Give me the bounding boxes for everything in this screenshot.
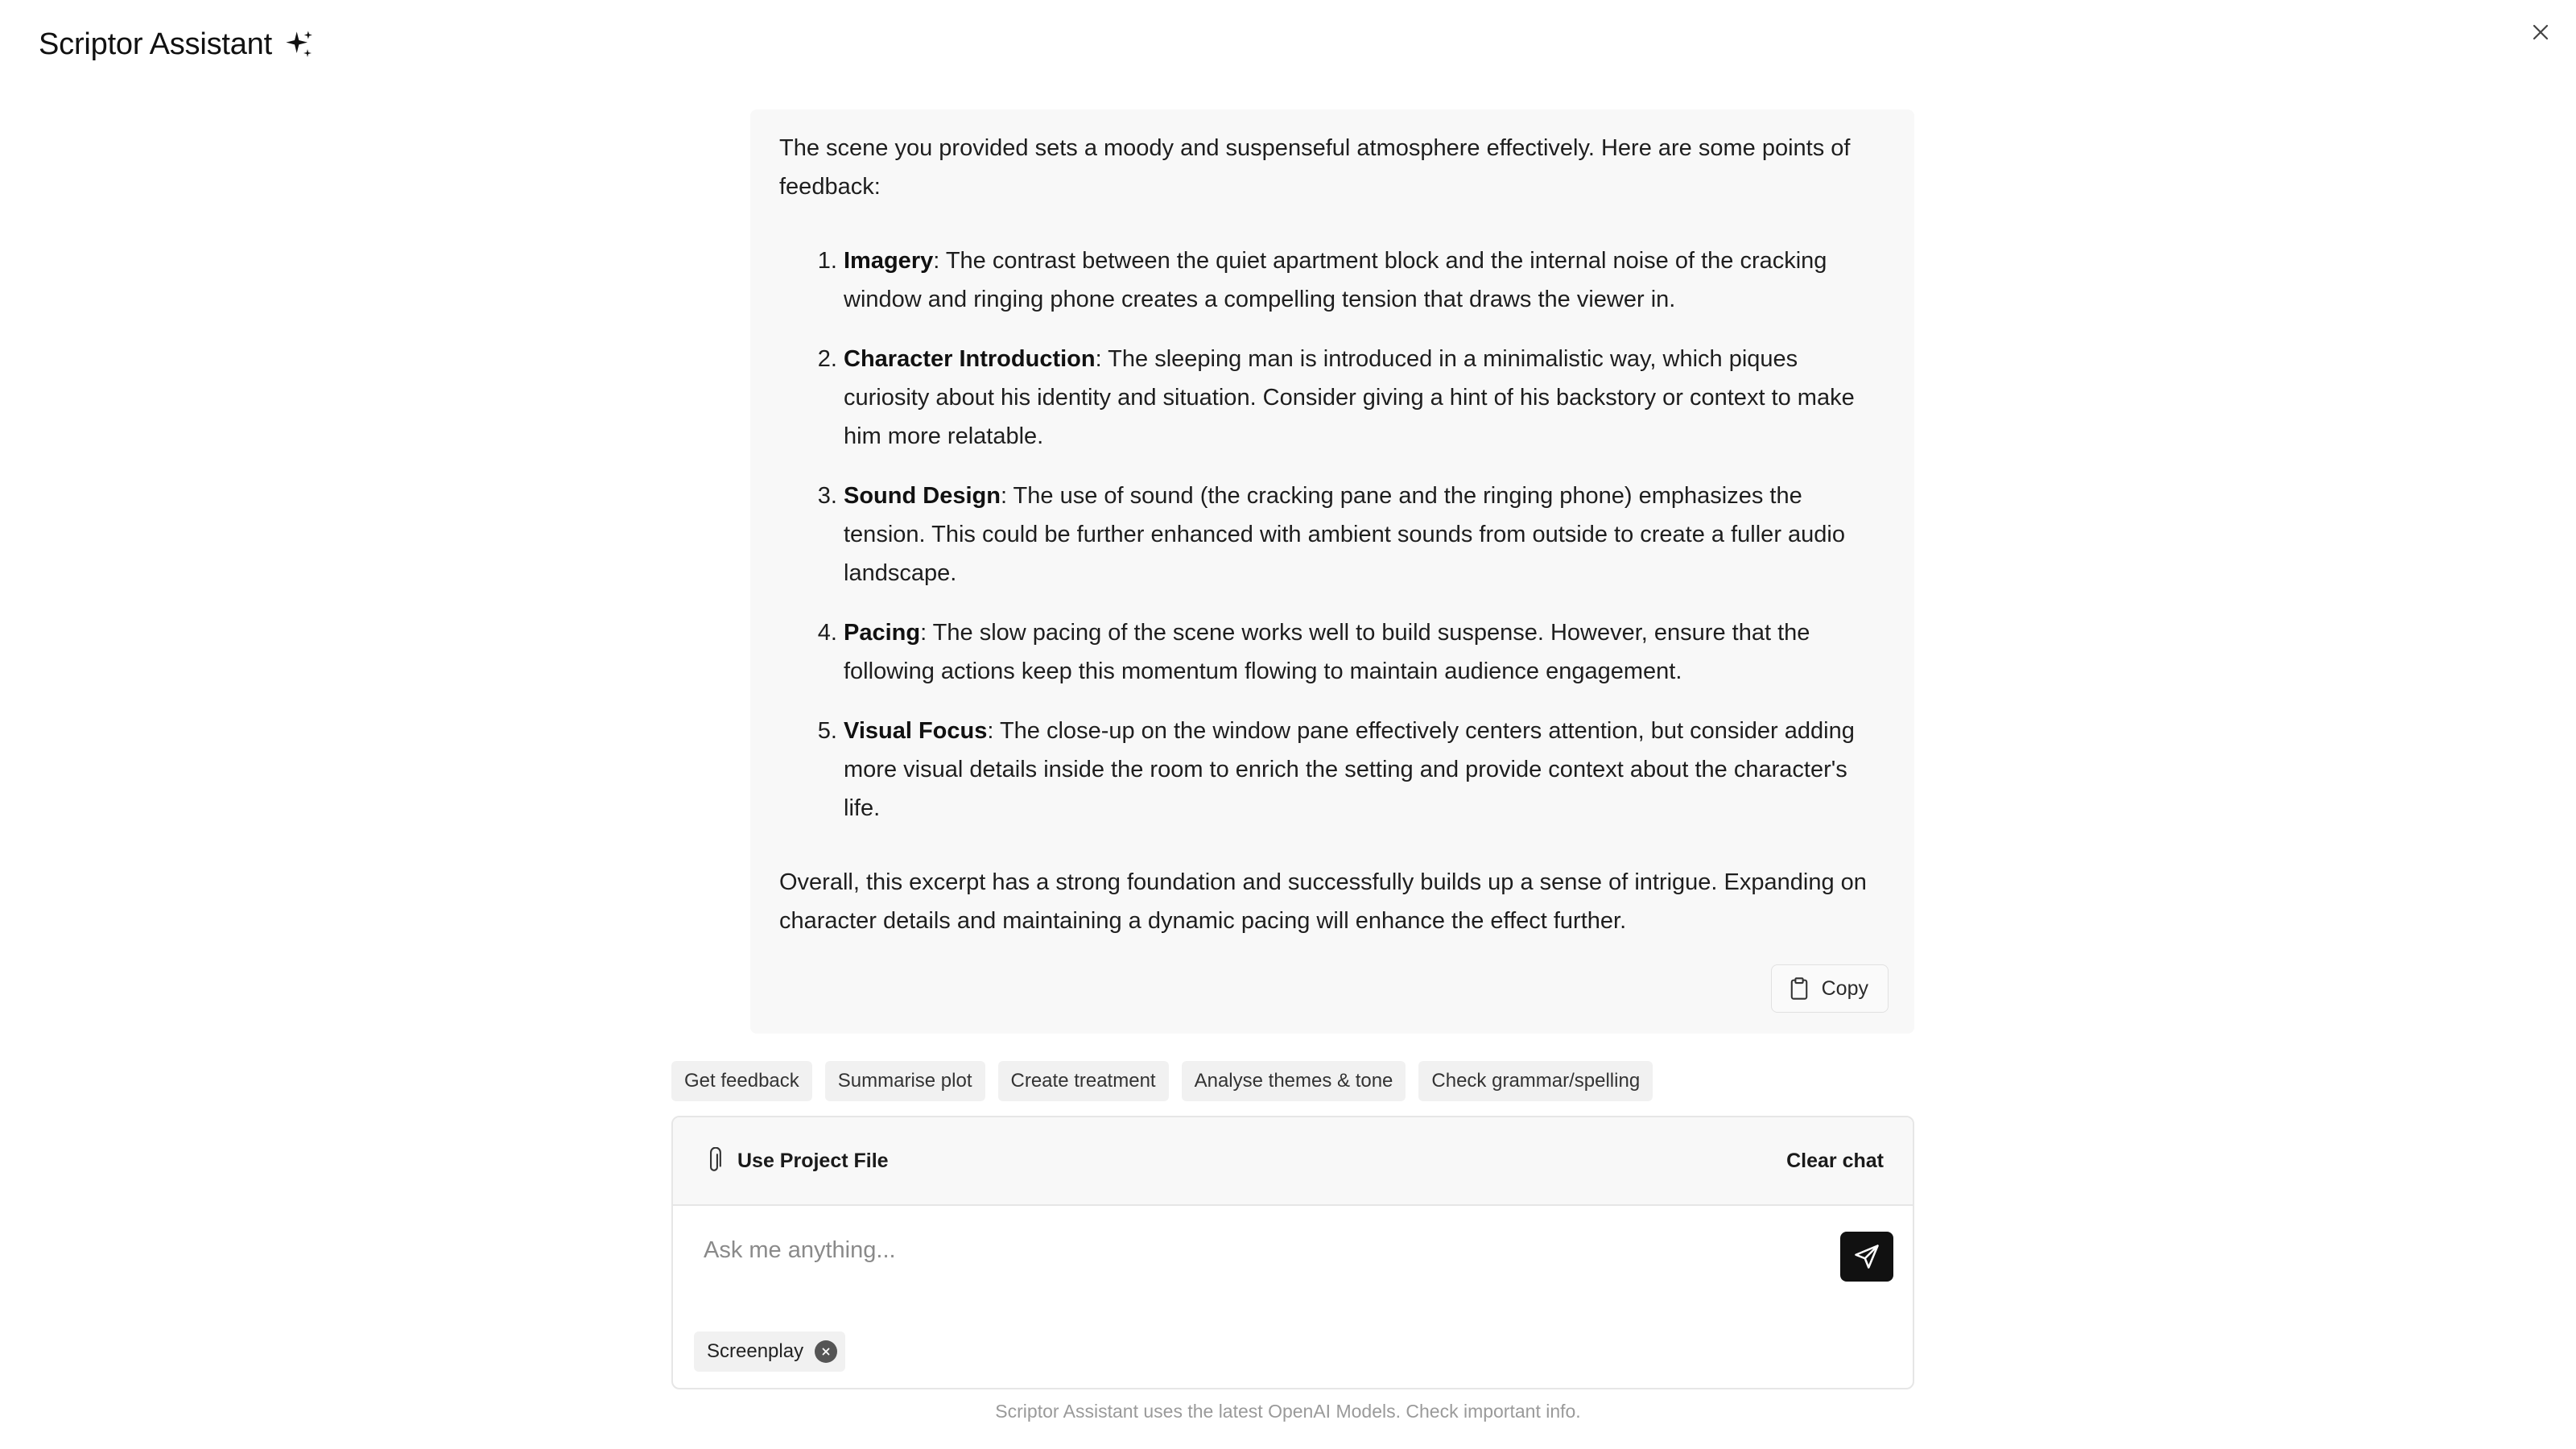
feedback-item-title: Visual Focus <box>844 718 988 744</box>
use-project-file-button[interactable] <box>705 1147 889 1174</box>
composer <box>671 1116 1914 1389</box>
feedback-item <box>844 712 1885 828</box>
chat-input[interactable] <box>702 1230 1829 1270</box>
chip-check-grammar-spelling[interactable]: Check grammar/spelling <box>1418 1061 1653 1101</box>
assistant-message <box>750 109 1914 1034</box>
footer-note: Scriptor Assistant uses the latest OpenAI Models. Check important info. <box>995 1401 1581 1422</box>
feedback-item <box>844 477 1885 592</box>
chip-get-feedback[interactable]: Get feedback <box>671 1061 812 1101</box>
copy-label: Copy <box>1821 977 1868 1000</box>
feedback-item <box>844 242 1885 319</box>
context-tag-label: Screenplay <box>707 1340 804 1362</box>
close-circle-icon[interactable] <box>815 1340 837 1363</box>
composer-toolbar <box>673 1117 1913 1206</box>
close-icon <box>2531 23 2550 42</box>
chip-analyse-themes-tone[interactable]: Analyse themes & tone <box>1182 1061 1406 1101</box>
feedback-item-title: Character Introduction <box>844 346 1096 372</box>
feedback-item <box>844 613 1885 691</box>
feedback-item-title: Pacing <box>844 620 921 646</box>
send-button[interactable] <box>1840 1232 1893 1282</box>
message-intro: The scene you provided sets a moody and suspenseful atmosphere effectively. Here are some points of feedback: <box>779 135 1851 200</box>
chip-summarise-plot[interactable]: Summarise plot <box>825 1061 985 1101</box>
app-title: Scriptor Assistant <box>39 27 272 61</box>
feedback-item-text: : The slow pacing of the scene works well to build suspense. However, ensure that the following actions keep this momentum flowing to maintain audience engagement. <box>844 620 1810 684</box>
sparkle-icon <box>283 29 316 61</box>
feedback-item-text: : The use of sound (the cracking pane and the ringing phone) emphasizes the tension. This could be further enhanced with ambient sounds from outside to create a fuller audio landscape. <box>844 483 1845 586</box>
context-tag <box>694 1331 845 1372</box>
clipboard-icon <box>1788 976 1810 1001</box>
feedback-item-title: Sound Design <box>844 483 1001 509</box>
send-icon <box>1852 1242 1881 1271</box>
feedback-item-title: Imagery <box>844 248 934 274</box>
feedback-list <box>779 242 1885 828</box>
copy-button[interactable] <box>1771 964 1889 1013</box>
close-button[interactable] <box>2526 18 2555 47</box>
feedback-item-text: : The contrast between the quiet apartment block and the internal noise of the cracking window and ringing phone creates a compelling tension that draws the viewer in. <box>844 248 1827 312</box>
quick-actions <box>671 1061 1653 1101</box>
clear-chat-button[interactable]: Clear chat <box>1786 1149 1884 1172</box>
feedback-item <box>844 340 1885 456</box>
header <box>39 27 316 62</box>
use-project-file-label: Use Project File <box>737 1149 889 1172</box>
message-outro: Overall, this excerpt has a strong foundation and successfully builds up a sense of intrigue. Expanding on character details and maintaining a dynamic pacing will enhance the effect further. <box>779 869 1867 934</box>
feedback-item-text: : The sleeping man is introduced in a minimalistic way, which piques curiosity about his identity and situation. Consider giving a hint of his backstory or context to make him more relatable. <box>844 346 1855 449</box>
paperclip-icon <box>705 1147 723 1174</box>
chip-create-treatment[interactable]: Create treatment <box>998 1061 1169 1101</box>
feedback-item-text: : The close-up on the window pane effectively centers attention, but consider adding more visual details inside the room to enrich the setting and provide context about the character's life. <box>844 718 1855 821</box>
